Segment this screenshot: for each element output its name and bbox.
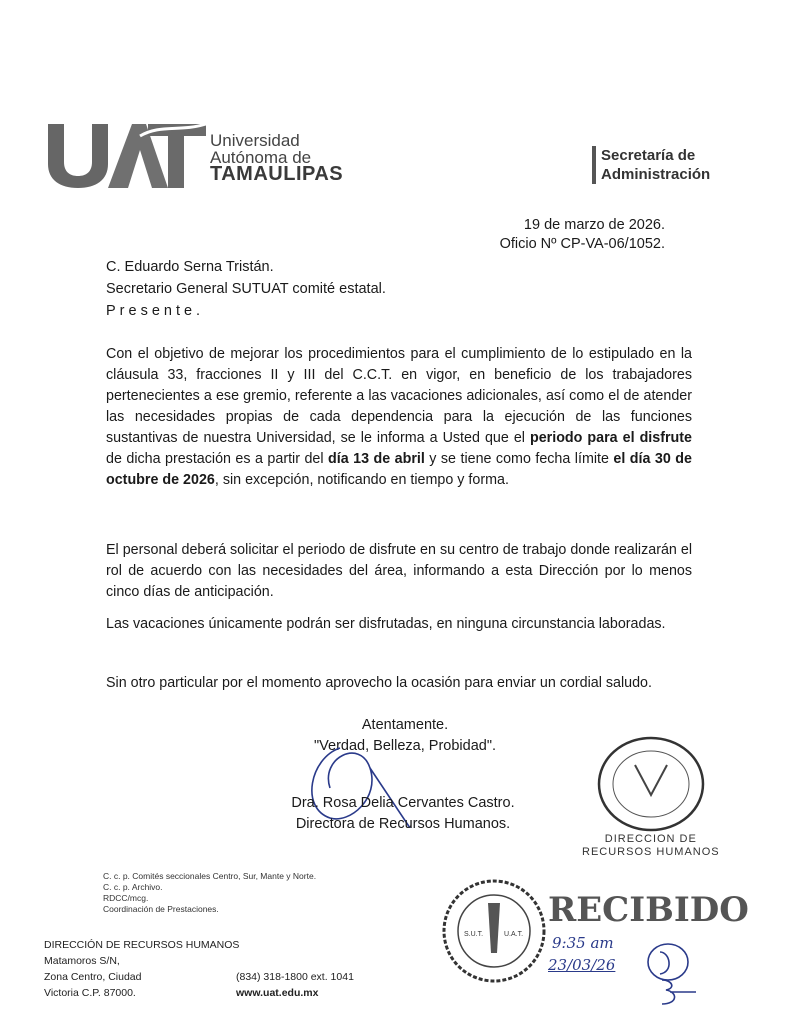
motto: "Verdad, Belleza, Probidad". (314, 738, 496, 754)
ccp-item: C. c. p. Archivo. (103, 882, 163, 892)
recipient-name: C. Eduardo Serna Tristán. (106, 259, 274, 275)
text-segment: , sin excepción, notificando en tiempo y forma. (214, 472, 509, 488)
seal-left-text: S.U.T. (464, 931, 484, 938)
recipient-block (106, 256, 386, 322)
date-block (500, 216, 665, 254)
text-segment: de dicha prestación es a partir del (106, 451, 328, 467)
drh-line-2: RECURSOS HUMANOS (582, 846, 720, 858)
footer-address-2: Zona Centro, Ciudad (44, 971, 142, 983)
recibido-stamp: RECIBIDO (548, 890, 749, 930)
paragraph-4: Sin otro particular por el momento aprovecho la ocasión para enviar un cordial saludo. (106, 675, 652, 691)
drh-stamp-label (582, 833, 720, 859)
logo-line-2: Autónoma de (210, 148, 312, 167)
signer-block (258, 793, 548, 835)
presente: Presente. (106, 303, 205, 319)
footer-address (44, 937, 239, 1001)
secretaria-line-2: Administración (601, 166, 711, 183)
seal-right-text: U.A.T. (504, 931, 524, 938)
bold-phrase: periodo para el disfrute (529, 430, 692, 446)
ccp-item: RDCC/mcg. (103, 893, 149, 903)
footer-address-1: Matamoros S/N, (44, 955, 120, 967)
signer-title: Directora de Recursos Humanos. (295, 816, 511, 832)
university-name (210, 132, 343, 183)
bold-phrase: día 13 de abril (328, 451, 425, 467)
footer-phone: (834) 318-1800 ext. 1041 (236, 971, 354, 983)
ccp-item: Coordinación de Prestaciones. (103, 904, 219, 914)
signer-name: Dra. Rosa Delia Cervantes Castro. (291, 795, 515, 811)
received-time: 9:35 am (552, 934, 614, 952)
footer-dept: DIRECCIÓN DE RECURSOS HUMANOS (44, 939, 240, 951)
letter-date: 19 de marzo de 2026. (523, 217, 665, 233)
paragraph-3: Las vacaciones únicamente podrán ser disfrutadas, en ninguna circunstancia laboradas. (106, 616, 666, 632)
bold-phrase: el día 30 de octubre de 2026 (106, 451, 692, 488)
drh-seal-icon (595, 735, 707, 833)
recipient-title: Secretario General SUTUAT comité estatal. (106, 281, 386, 297)
ccp-list (103, 871, 316, 915)
drh-line-1: DIRECCION DE (604, 833, 697, 845)
paragraph-2: El personal deberá solicitar el periodo de disfrute en su centro de trabajo donde realizarán el rol de acuerdo con las necesidades del área, informando a esta Dirección por lo menos cinco días de anticipación. (106, 542, 692, 600)
secretaria-line-1: Secretaría de (601, 147, 696, 164)
text-segment: Con el objetivo de mejorar los procedimientos para el cumplimiento de lo estipulado en la cláusula 33, fracciones II y III del C.C.T. en vigor, en beneficio de los trabajadores pertenecientes a ese gremio, referente a las vacaciones adicionales, así como el de atender las necesidades propias de cada dependencia para la ejecución de las funciones sustantivas de nuestra Universidad, se le informa a Usted que el (106, 346, 692, 446)
logo-line-1: Universidad (210, 131, 300, 150)
paragraph-1 (106, 344, 692, 491)
footer-website[interactable]: www.uat.edu.mx (236, 987, 319, 999)
ccp-item: C. c. p. Comités seccionales Centro, Sur, Mante y Norte. (103, 871, 317, 881)
footer-address-3: Victoria C.P. 87000. (44, 987, 136, 999)
sutuat-seal-icon (440, 878, 548, 984)
secretaria-logo (592, 146, 710, 184)
logo-line-3: TAMAULIPAS (210, 163, 344, 185)
received-date: 23/03/26 (548, 956, 616, 974)
text-segment: y se tiene como fecha límite (424, 451, 614, 467)
initials-signature-icon (640, 940, 700, 1010)
oficio-number: Oficio Nº CP-VA-06/1052. (499, 236, 665, 252)
atentamente: Atentamente. (361, 717, 449, 733)
uat-logo-icon (44, 118, 209, 190)
footer-contact (236, 969, 354, 1001)
